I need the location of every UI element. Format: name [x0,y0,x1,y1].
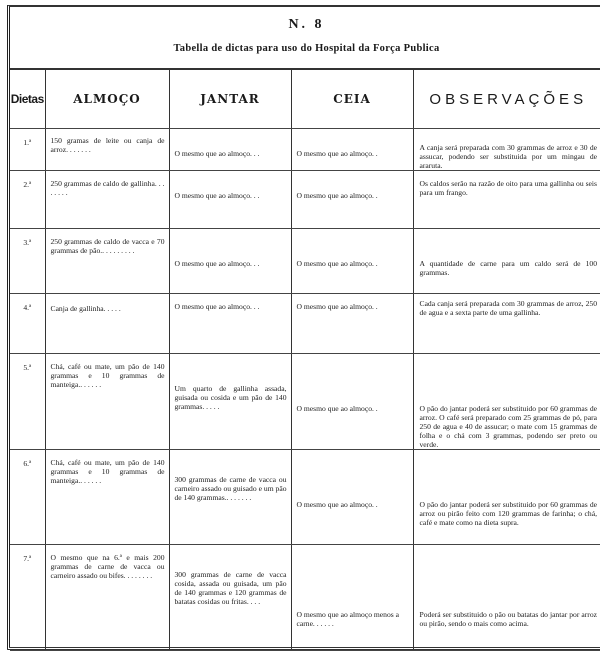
ceia-cell: O mesmo que ao almoço menos a carne. . . . . . [291,545,413,651]
ceia-cell: O mesmo que ao almoço. . [291,294,413,354]
almoco-cell: 150 gramas de leite ou canja de arroz. . . . . . . [45,129,169,171]
col-header-ceia: CEIA [291,70,413,129]
ceia-cell: O mesmo que ao almoço. . [291,171,413,229]
ceia-cell: O mesmo que ao almoço. . [291,354,413,450]
table-row [10,129,600,171]
table-title: Tabella de dictas para uso do Hospital da Força Publica [173,43,440,54]
almoco-cell: Chá, café ou mate, um pão de 140 grammas e 10 grammas de manteiga.. . . . . . [45,450,169,545]
diet-number: 3.ª [10,229,45,294]
table-row [10,294,600,354]
almoco-cell: 250 grammas de caldo de vacca e 70 grammas de pão.. . . . . . . . . [45,229,169,294]
ceia-cell: O mesmo que ao almoço. . [291,129,413,171]
col-header-observacoes: OBSERVAÇÕES [413,70,600,129]
ceia-cell: O mesmo que ao almoço. . [291,450,413,545]
almoco-cell: Chá, café ou mate, um pão de 140 grammas e 10 grammas de manteiga.. . . . . . [45,354,169,450]
observacoes-cell: A canja será preparada com 30 grammas de arroz e 30 de assucar, podendo ser substituida por um mingau de araruta. [413,129,600,171]
jantar-cell: O mesmo que ao almoço. . . [169,171,291,229]
observacoes-cell: Os caldos serão na razão de oito para uma gallinha ou seis para um frango. [413,171,600,229]
col-header-dietas: Dietas [10,70,45,129]
table-row [10,171,600,229]
col-header-almoco: ALMOÇO [45,70,169,129]
jantar-cell: O mesmo que ao almoço. . . [169,229,291,294]
diet-table [10,70,600,651]
diet-number: 5.ª [10,354,45,450]
table-row [10,545,600,651]
observacoes-cell: O pão do jantar poderá ser substituido por 60 grammas de arroz ou pirão feito com 120 grammas de farinha; o chá, café e mate como na dieta supra. [413,450,600,545]
jantar-cell: Um quarto de gallinha assada, guisada ou cosida e um pão de 140 grammas. . . . . [169,354,291,450]
almoco-cell: 250 grammas de caldo de gallinha. . . . . . . . [45,171,169,229]
observacoes-cell: Cada canja será preparada com 30 grammas de arroz, 250 de agua e a sexta parte de uma gallinha. [413,294,600,354]
observacoes-cell: Poderá ser substituido o pão ou batatas do jantar por arroz ou pirão, sendo o mais como acima. [413,545,600,651]
table-row [10,450,600,545]
diet-number: 2.ª [10,171,45,229]
table-number: N. 8 [288,17,325,32]
observacoes-cell: A quantidade de carne para um caldo será de 100 grammas. [413,229,600,294]
jantar-cell: O mesmo que ao almoço. . . [169,294,291,354]
jantar-cell: O mesmo que ao almoço. . . [169,129,291,171]
almoco-cell: O mesmo que na 6.ª e mais 200 grammas de carne de vacca ou carneiro assado ou bifes. . . . . . . . [45,545,169,651]
jantar-cell: 300 grammas de carne de vacca cosida, assada ou guisada, um pão de 140 grammas e 120 grammas de batatas cosidas ou fritas. . . . [169,545,291,651]
table-row [10,229,600,294]
header-row [10,70,600,129]
title-block [10,7,600,70]
col-header-jantar: JANTAR [169,70,291,129]
table-row [10,354,600,450]
diet-number: 4.ª [10,294,45,354]
diet-number: 7.ª [10,545,45,651]
almoco-cell: Canja de gallinha. . . . . [45,294,169,354]
diet-number: 6.ª [10,450,45,545]
diet-number: 1.ª [10,129,45,171]
ceia-cell: O mesmo que ao almoço. . [291,229,413,294]
diet-table-document [7,5,600,650]
jantar-cell: 300 grammas de carne de vacca ou carneiro assado ou guisado e um pão de 140 grammas.. . . . . . . [169,450,291,545]
observacoes-cell: O pão do jantar poderá ser substituido por 60 grammas de arroz. O café será preparado com 25 grammas de pó, para 250 de agua e 40 de assucar; o mate com 15 grammas de folha e o chá com 3 grammas, podendo ser preto ou verde. [413,354,600,450]
